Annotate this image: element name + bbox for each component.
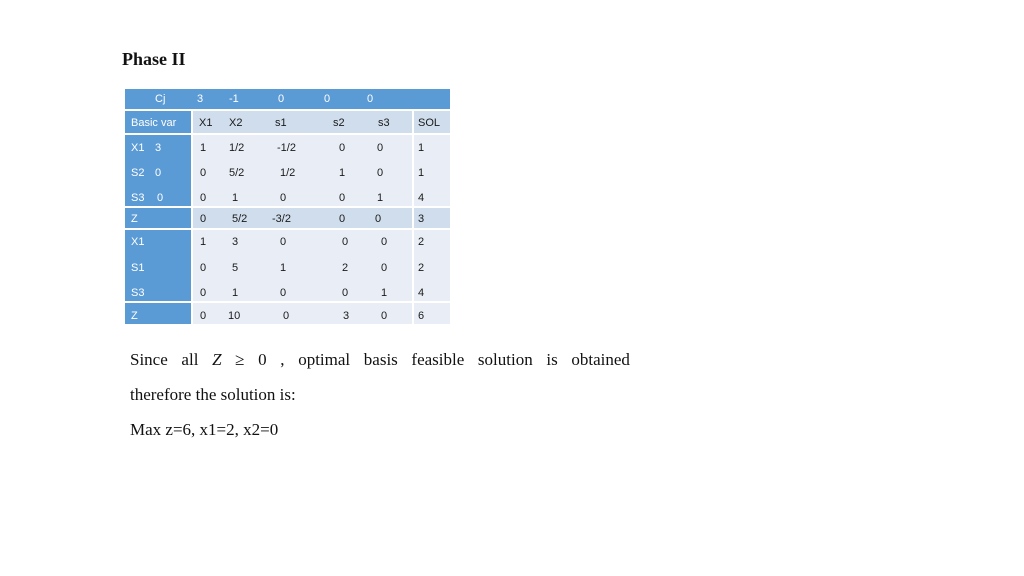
cell: 0 [200, 310, 207, 322]
cell: 1 [200, 236, 207, 248]
word: obtained [571, 350, 630, 369]
cell: 0 [381, 262, 388, 274]
row-basis: S3 [131, 287, 145, 299]
cell: 1/2 [280, 167, 296, 179]
cell: 1 [280, 262, 287, 274]
cj-s2: 0 [324, 93, 331, 105]
cell: 1/2 [229, 142, 245, 154]
cell: 5 [232, 262, 239, 274]
cell: -3/2 [272, 213, 291, 225]
cell: 1 [381, 287, 388, 299]
row-basis: X1 [131, 236, 145, 248]
cell: 0 [381, 310, 388, 322]
cell: 3 [343, 310, 350, 322]
conclusion-line-3: Max z=6, x1=2, x2=0 [130, 420, 279, 439]
cell: 1 [232, 287, 239, 299]
cell: 4 [418, 192, 425, 204]
cell: 0 [381, 236, 388, 248]
word: optimal [298, 350, 351, 369]
z-label: Z [131, 310, 138, 322]
cell: 0 [375, 213, 382, 225]
cell: 5/2 [229, 167, 245, 179]
row-basis: S2 [131, 167, 145, 179]
cell: 1 [418, 142, 425, 154]
cell: 0 [200, 213, 207, 225]
conclusion-line-2: therefore the solution is: [130, 385, 296, 404]
comma: , [280, 350, 285, 369]
cell: 2 [418, 262, 425, 274]
header-s3: s3 [378, 117, 390, 129]
cell: 0 [342, 236, 349, 248]
cell: 0 [339, 213, 346, 225]
z-label: Z [131, 213, 138, 225]
header-row [125, 111, 450, 133]
cj-x1: 3 [197, 93, 204, 105]
header-sol: SOL [418, 117, 441, 129]
cj-x2: -1 [229, 93, 239, 105]
math-variable: Z [212, 350, 222, 369]
cell: 2 [418, 236, 425, 248]
cell: 3 [232, 236, 239, 248]
row-basis: S3 [131, 192, 145, 204]
sol-divider [412, 111, 414, 324]
word: all [181, 350, 199, 369]
cell: 0 [280, 192, 287, 204]
word: feasible [411, 350, 465, 369]
cell: 0 [280, 287, 287, 299]
cell: 0 [280, 236, 287, 248]
cell: 0 [200, 192, 207, 204]
cj-s3: 0 [367, 93, 374, 105]
row-cb: 0 [157, 192, 164, 204]
row-basis: X1 [131, 142, 145, 154]
word: solution [477, 350, 533, 369]
word: is [546, 350, 558, 369]
cell: 4 [418, 287, 425, 299]
cell: -1/2 [277, 142, 296, 154]
math-value: 0 [258, 350, 267, 369]
cell: 3 [418, 213, 425, 225]
cell: 0 [200, 167, 207, 179]
cell: 2 [342, 262, 349, 274]
cell: 0 [339, 192, 346, 204]
cj-label: Cj [155, 93, 166, 105]
cell: 10 [228, 310, 241, 322]
cell: 0 [283, 310, 290, 322]
header-basic-var: Basic var [131, 117, 177, 129]
simplex-table [125, 89, 450, 324]
cell: 0 [377, 142, 384, 154]
cell: 5/2 [232, 213, 248, 225]
cell: 6 [418, 310, 425, 322]
cj-s1: 0 [278, 93, 285, 105]
cell: 1 [418, 167, 425, 179]
cell: 0 [200, 262, 207, 274]
cell: 0 [339, 142, 346, 154]
cell: 1 [377, 192, 384, 204]
header-x2: X2 [229, 117, 243, 129]
cell: 0 [342, 287, 349, 299]
word: basis [363, 350, 398, 369]
cell: 1 [232, 192, 239, 204]
cell: 1 [200, 142, 207, 154]
page-heading: Phase II [122, 49, 186, 69]
math-operator: ≥ [235, 350, 245, 369]
cell: 0 [377, 167, 384, 179]
cell: 1 [339, 167, 346, 179]
header-x1: X1 [199, 117, 213, 129]
cj-row [125, 89, 450, 109]
row-cb: 0 [155, 167, 162, 179]
row-basis: S1 [131, 262, 145, 274]
header-s1: s1 [275, 117, 287, 129]
header-s2: s2 [333, 117, 345, 129]
cell: 0 [200, 287, 207, 299]
row-cb: 3 [155, 142, 162, 154]
word: Since [130, 350, 168, 369]
conclusion-line-1 [130, 350, 630, 370]
